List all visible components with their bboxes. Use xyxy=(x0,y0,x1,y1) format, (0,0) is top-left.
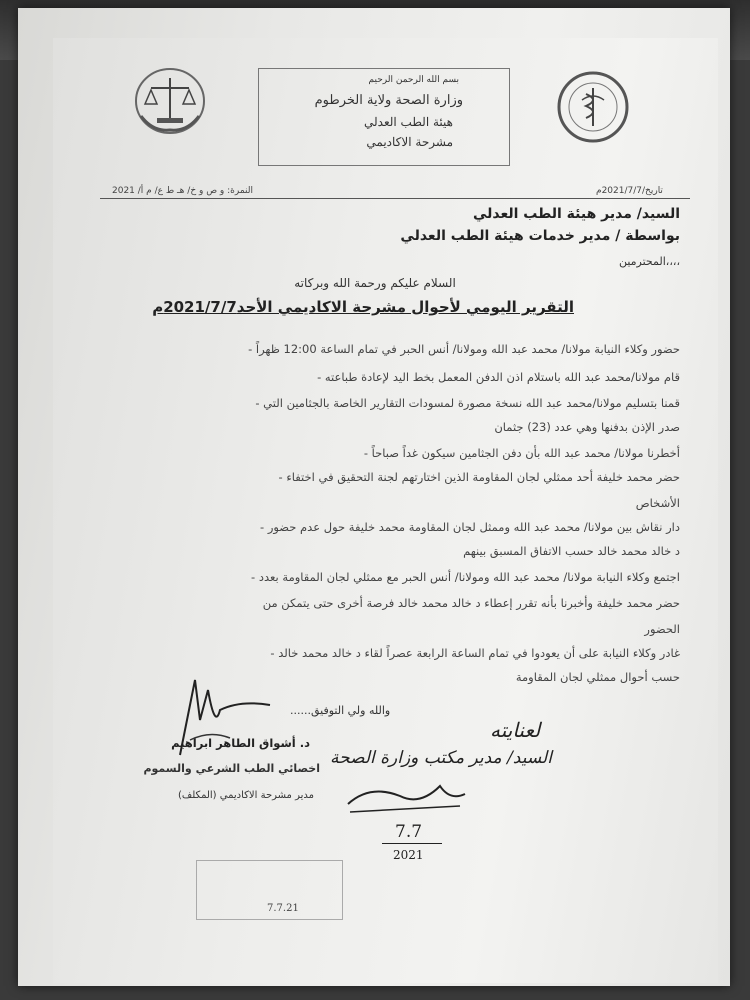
basmala: بسم الله الرحمن الرحيم xyxy=(368,75,459,85)
body-line: - قام مولانا/محمد عبد الله باستلام اذن الدفن المعمل بخط اليد لإعادة طباعته xyxy=(317,370,680,384)
body-line: حضر محمد خليفة وأخبرنا بأنه تقرر إعطاء د خالد محمد خالد فرصة أخرى حتى يتمكن من xyxy=(262,596,680,610)
forensic-authority-seal xyxy=(556,70,630,144)
date-divider xyxy=(382,843,442,844)
scales-of-justice-logo xyxy=(133,66,207,136)
faded-stamp xyxy=(196,860,343,920)
inner-sheet xyxy=(53,38,718,983)
letter-date: تاريخ/2021/7/7م xyxy=(596,186,663,196)
via-line: بواسطة / مدير خدمات هيئة الطب العدلي xyxy=(400,228,680,244)
signatory-title: اخصائي الطب الشرعي والسموم xyxy=(143,762,320,775)
handwritten-date-bottom: 2021 xyxy=(393,848,424,862)
ministry-name: وزارة الصحة ولاية الخرطوم xyxy=(314,93,463,108)
body-line: - حضور وكلاء النيابة مولانا/ محمد عبد الله ومولانا/ أنس الحبر في تمام الساعة 12:00 ظهراً xyxy=(248,342,680,356)
annotation-signature xyxy=(340,776,470,816)
signature xyxy=(160,660,280,760)
body-line: - غادر وكلاء النيابة على أن يعودوا في تمام الساعة الرابعة عصراً لقاء د خالد محمد خالد xyxy=(270,646,680,660)
body-line: الأشخاص xyxy=(635,496,680,510)
authority-name: هيئة الطب العدلي xyxy=(364,115,453,129)
body-line: - اجتمع وكلاء النيابة مولانا/ محمد عبد الله ومولانا/ أنس الحبر مع ممثلي لجان المقاومة بعدد xyxy=(251,570,680,584)
recipient: السيد/ مدير هيئة الطب العدلي xyxy=(472,206,680,222)
handwritten-annotation-title: لعنايته xyxy=(490,718,541,742)
body-line: الحضور xyxy=(644,622,680,636)
body-line: د خالد محمد خالد حسب الاتفاق المسبق بينهم xyxy=(463,544,680,558)
body-line: حسب أحوال ممثلي لجان المقاومة xyxy=(515,670,680,684)
handwritten-annotation-line: السيد/ مدير مكتب وزارة الصحة xyxy=(330,748,552,768)
body-line: - دار نقاش بين مولانا/ محمد عبد الله وممثل لجان المقاومة محمد خليفة حول عدم حضور xyxy=(260,520,680,534)
respected-line: المحترمين،،،، xyxy=(618,255,680,268)
body-line: - حضر محمد خليفة أحد ممثلي لجان المقاومة الذين اختارتهم لجنة التحقيق في اختفاء xyxy=(278,470,680,484)
greeting: السلام عليكم ورحمة الله وبركاته xyxy=(294,276,456,290)
letterhead-box xyxy=(258,68,510,166)
signatory-role: مدير مشرحة الاكاديمي (المكلف) xyxy=(177,790,314,801)
body-line: - أخطرنا مولانا/ محمد عبد الله بأن دفن الجثامين سيكون غداً صباحاً xyxy=(363,446,680,460)
handwritten-date-top: 7.7 xyxy=(395,822,423,842)
closing-line: والله ولي التوفيق...... xyxy=(290,704,391,717)
report-subject: التقرير اليومي لأحوال مشرحة الاكاديمي الأحد2021/7/7م xyxy=(152,298,574,316)
body-line: صدر الإذن بدفنها وهي عدد (23) جثمان xyxy=(494,420,680,434)
header-divider xyxy=(100,198,690,199)
signatory-name: د. أشواق الطاهر ابراهيم xyxy=(171,736,310,750)
reference-number: النمرة: و ص و خ/ هـ ط ع/ م أ/ 2021 xyxy=(112,186,254,196)
stamp-date: 7.7.21 xyxy=(267,903,299,914)
body-line: - قمنا بتسليم مولانا/محمد عبد الله نسخة مصورة لمسودات التقارير الخاصة بالجثامين التي xyxy=(255,396,680,410)
unit-name: مشرحة الاكاديمي xyxy=(366,135,453,149)
